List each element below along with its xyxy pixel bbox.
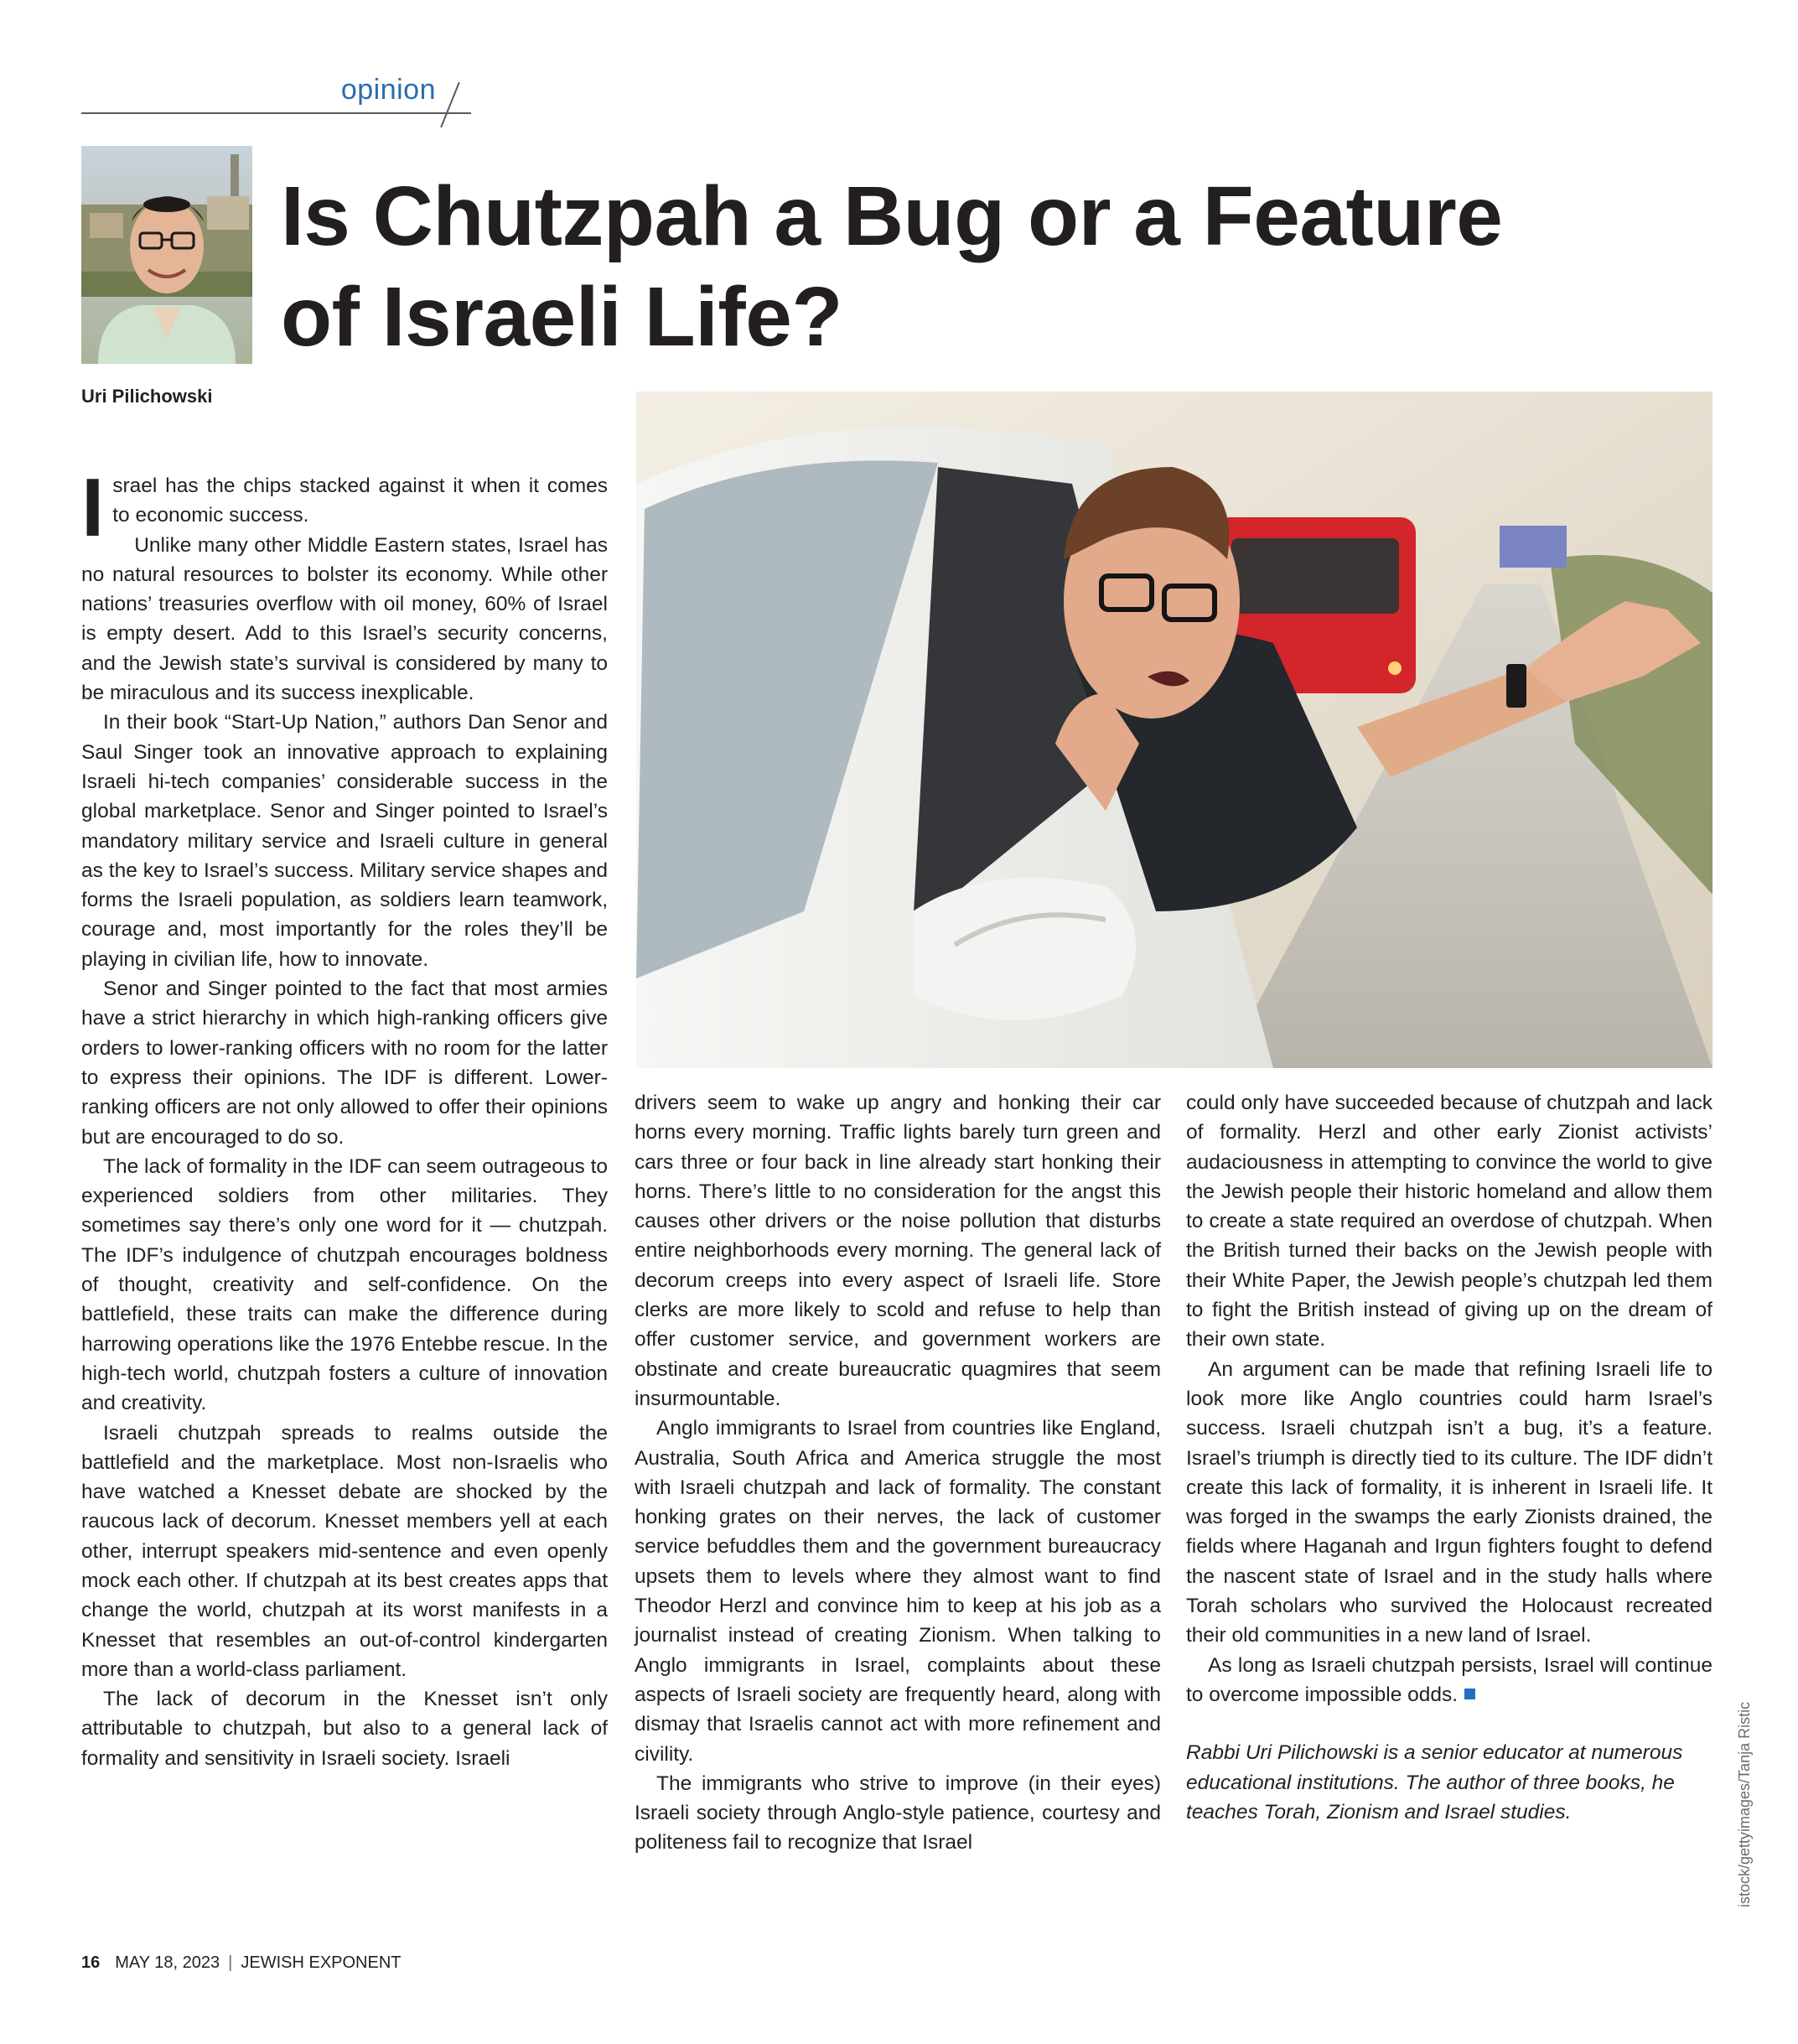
paragraph: In their book “Start-Up Nation,” authors Dan Senor and Saul Singer took an innovative approach to explaining Israeli hi-tech companies’ considerable success in the global marketplace. Senor and Singer pointed to Israel’s mandatory military service and Israeli culture in general as the key to Israel’s success. Military service shapes and forms the Israeli population, as soldiers learn teamwork, courage and, most importantly for the roles they’ll be playing in civilian life, how to innovate. [81,711,608,971]
author-headshot-image [81,146,252,364]
article-column-3 [1186,1088,1713,1827]
section-label: opinion [340,74,436,106]
hero-photo-image [636,392,1713,1068]
folio-separator: | [228,1953,233,1972]
paragraph: The lack of formality in the IDF can seem outrageous to experienced soldiers from other militaries. They sometimes say there’s only one word for it — chutzpah. The IDF’s indulgence of chutzpah encourages boldness of thought, creativity and self-confidence. On the battlefield, these traits can make the difference during harrowing operations like the 1976 Entebbe rescue. In the high-tech world, chutzpah fosters a culture of innovation and creativity. [81,1154,608,1415]
closing-text: As long as Israeli chutzpah persists, Israel will continue to overcome impossible odds. [1186,1653,1713,1706]
paragraph: Israeli chutzpah spreads to realms outside the battlefield and the marketplace. Most non-Israelis who have watched a Knesset debate are shocked by the raucous lack of decorum. Knesset members yell at each other, interrupt speakers mid-sentence and even openly mock each other. If chutzpah at its best creates apps that change the world, chutzpah at its worst manifests in a Knesset that resembles an out-of-control kindergarten more than a world-class parliament. [81,1421,608,1681]
lead-paragraph [81,461,608,553]
hero-photo [636,392,1713,1068]
closing-paragraph [1186,1651,1713,1710]
section-slash [440,82,460,128]
paragraph: Senor and Singer pointed to the fact that most armies have a strict hierarchy in which high-ranking officers give orders to lower-ranking officers with no room for the latter to express their opinions. The IDF is different. Lower-ranking officers are not only allowed to offer their opinions but are encouraged to do so. [81,978,608,1149]
end-mark-icon [1464,1689,1475,1699]
paragraph: Anglo immigrants to Israel from countries like England, Australia, South Africa and America struggle the most with Israeli chutzpah and lack of formality. The constant honking grates on their nerves, the lack of customer service befuddles them and the government bureaucracy upsets them to levels where they almost want to find Theodor Herzl and convince him to keep at his job as a journalist instead of creating Zionism. When talking to Anglo immigrants in Israel, complaints about these aspects of Israeli society are frequently heard, along with dismay that Israelis cannot act with more refinement and civility. [635,1417,1161,1766]
paragraph-continued: drivers seem to wake up angry and honking their car horns every morning. Traffic lights barely turn green and cars three or four back in line already start honking their horns. There’s little to no consideration for the angst this causes other drivers or the noise pollution that disturbs entire neighborhoods every morning. The general lack of decorum creeps into every aspect of Israeli life. Store clerks are more likely to scold and refuse to help than offer customer service, and government workers are obstinate and create bureaucratic quagmires that seem insurmountable. [635,1092,1161,1410]
publication-name: JEWISH EXPONENT [241,1953,402,1972]
paragraph-continued: could only have succeeded because of chutzpah and lack of formality. Herzl and other early Zionist activists’ audaciousness in attempting to convince the world to give the Jewish people their historic homeland and allow them to create a state required an overdose of chutzpah. When the British turned their backs on the Jewish people with their White Paper, the Jewish people’s chutzpah led them to fight the British instead of giving up on the dream of their own state. [1186,1092,1713,1351]
section-rule [81,112,471,114]
author-bio: Rabbi Uri Pilichowski is a senior educator at numerous educational institutions. The author of three books, he teaches Torah, Zionism and Israel studies. [1186,1741,1683,1824]
headline [281,166,1723,367]
issue-date: MAY 18, 2023 [115,1953,220,1972]
drop-cap: I [81,461,105,553]
headline-line-1: Is Chutzpah a Bug or a Feature [281,169,1503,263]
paragraph: The immigrants who strive to improve (in their eyes) Israeli society through Anglo-style patience, courtesy and politeness fail to recognize that Israel [635,1772,1161,1855]
headline-line-2: of Israeli Life? [281,270,842,364]
author-headshot [81,146,252,364]
paragraph: An argument can be made that refining Israeli life to look more like Anglo countries could harm Israel’s success. Israeli chutzpah isn’t a bug, it’s a feature. Israel’s triumph is directly tied to its culture. The IDF didn’t create this lack of formality, it is inherent in Israeli life. It was forged in the swamps the early Zionists drained, the fields where Haganah and Irgun fighters fought to defend the nascent state of Israel and in the study halls where Torah scholars who survived the Holocaust recreated their old communities in a new land of Israel. [1186,1357,1713,1647]
byline: Uri Pilichowski [81,386,213,407]
lead-text: srael has the chips stacked against it when it comes to economic success. [112,475,608,527]
paragraph: The lack of decorum in the Knesset isn’t only attributable to chutzpah, but also to a general lack of formality and sensitivity in Israeli society. Israeli [81,1688,608,1770]
paragraph: Unlike many other Middle Eastern states, Israel has no natural resources to bolster its economy. While other nations’ treasuries overflow with oil money, 60% of Israel is empty desert. Add to this Israel’s security concerns, and the Jewish state’s survival is considered by many to be miraculous and its success inexplicable. [81,533,608,705]
photo-credit: istock/gettyimages/Tanja Ristic [1736,1701,1753,1907]
article-column-1 [81,461,608,1773]
article-column-2 [635,1088,1161,1858]
folio [81,1953,402,1973]
section-tag [81,72,471,114]
page-number: 16 [81,1953,101,1972]
